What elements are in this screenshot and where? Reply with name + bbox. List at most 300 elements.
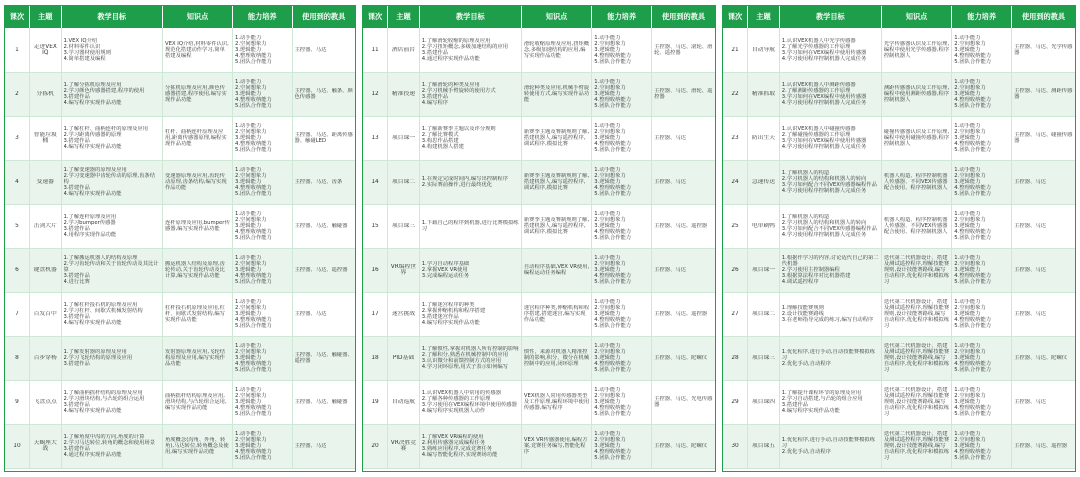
header-goals: 教学目标 xyxy=(779,6,881,28)
table-row xyxy=(5,28,355,72)
ability-training-text: 1.动手能力 2.空间想象力 3.逻辑能力 4.整理收纳能力 5.团队合作能力 xyxy=(235,167,272,197)
lesson-number-text: 6 xyxy=(15,267,19,273)
teaching-goals-text: 1.了解曲柄摇杆结构的原理及应用 2.学习滑块结构,与凸轮的组合运用 3.搭建作品 4.编写程序实现作品功能 xyxy=(63,390,145,414)
teaching-goals xyxy=(779,28,881,72)
table-row xyxy=(723,28,1075,72)
teaching-goals xyxy=(779,204,881,248)
knowledge-points xyxy=(881,160,951,204)
ability-training-text: 1.动手能力 2.空间想象力 3.逻辑能力 4.整理收纳能力 5.团队合作能力 xyxy=(235,211,272,241)
knowledge-points-text: 曲柄摇杆结构原理及应用,滑块结构,与凸轮组合运用,编写实现作品功能 xyxy=(165,393,227,411)
lesson-number-text: 30 xyxy=(731,443,739,449)
teaching-goals-text: 1.了解惯性,掌握对机器人所有控制的影响 2.了解积分,熟悉在机械控制中的应用 3.认识微分和前馈控制方式的应用 4.学习闭环原理,用式子表示如何编写 xyxy=(421,346,519,370)
ability-training-text: 1.动手能力 2.空间想象力 3.逻辑能力 4.整理收纳能力 5.团队合作能力 xyxy=(235,299,272,329)
ability-training xyxy=(952,292,1012,336)
knowledge-points xyxy=(881,336,951,380)
knowledge-points-text: 测距传感器认识及工作原理,编程中使用测距传感器,程序控制机器人 xyxy=(883,85,950,103)
ability-training xyxy=(592,336,652,380)
ability-training xyxy=(952,116,1012,160)
lesson-number-text: 25 xyxy=(731,223,739,229)
teaching-tools xyxy=(1012,380,1075,424)
header-goals: 教学目标 xyxy=(419,6,521,28)
table-row xyxy=(723,116,1075,160)
lesson-number-text: 28 xyxy=(731,355,739,361)
knowledge-points-text: VEX VR传感器使用,编程方案,竞赛任务编写,智能化程序 xyxy=(523,437,588,455)
teaching-goals xyxy=(61,116,163,160)
knowledge-points-text: 新赛季主题及赛制规则了解,搭建机器人,编写遥控程序,调试程序,模拟比赛 xyxy=(523,173,590,191)
header-lesson: 课次 xyxy=(723,6,748,28)
knowledge-points-text: 分拣机原理及应用,颜色传感器搭建,程序使用,编写实现作品功能 xyxy=(165,85,227,103)
teaching-goals-text: 1.学习自动程序基础 2.掌握VEX VR使用 3.完成编程运动任务 xyxy=(421,261,470,279)
lesson-number xyxy=(5,380,30,424)
table-row xyxy=(5,336,355,380)
lesson-number-text: 14 xyxy=(371,179,379,185)
ability-training-text: 1.动手能力 2.空间想象力 3.逻辑能力 4.整理收纳能力 5.团队合作能力 xyxy=(594,34,632,65)
knowledge-points xyxy=(881,380,951,424)
lesson-theme xyxy=(748,336,780,380)
ability-training-text: 1.动手能力 2.空间想象力 3.逻辑能力 4.整理收纳能力 5.团队合作能力 xyxy=(954,255,992,285)
knowledge-points-text: 变速器原理及应用,齿轮传动原理,齿条结构,编写实现作品功能 xyxy=(165,173,227,191)
teaching-goals xyxy=(779,380,881,424)
knowledge-points xyxy=(521,380,591,424)
teaching-goals-text: 1.了解机器人的构造 2.学习机器人的结构和机器人的转向 3.学习如何配合不同VEX传感器编程作品 4.学习使用程序控制机器人完成任务 xyxy=(781,170,877,194)
knowledge-points-text: 搬运机器人结构及原理,齿轮传动,关于齿轮传动及比计算,编写实现作品功能 xyxy=(165,261,225,279)
ability-training xyxy=(952,424,1012,468)
teaching-goals-text: 1.理解技能赛规则 2.设计技能赛路线 3.在老师指导完成的练习,编写自动程序 xyxy=(781,305,874,323)
lesson-number-text: 29 xyxy=(731,399,739,405)
teaching-goals xyxy=(779,336,881,380)
lesson-number xyxy=(363,204,388,248)
knowledge-points-text: 新赛季主题及赛制规则了解,搭建机器人,编写遥控程序,调试程序,模拟比赛 xyxy=(523,129,590,147)
lesson-number xyxy=(363,248,388,292)
knowledge-points xyxy=(521,248,591,292)
knowledge-points-text: 迷宫程序种类,伸缩机构和程序搭建,搭建迷宫,编写实现作品功能 xyxy=(523,305,590,323)
teaching-goals-text: 1.了解变速器的原理及应用 2.学习变速器中齿轮传动的原理,齿条结构 3.搭建作品 4.编写程序实现作品功能 xyxy=(63,167,155,197)
lesson-number xyxy=(5,424,30,468)
lesson-number-text: 1 xyxy=(15,46,19,53)
table-row xyxy=(363,160,715,204)
ability-training-text: 1.动手能力 2.空间想象力 3.逻辑能力 4.整理收纳能力 5.团队合作能力 xyxy=(235,79,272,109)
teaching-tools-text: 主控器、马达、陀螺仪 xyxy=(1014,355,1068,361)
ability-training xyxy=(952,248,1012,292)
lesson-theme xyxy=(748,28,780,72)
teaching-goals-text: 1.认识VEX机器人中常用的传感器 2.了解各种传感器的工作原理 3.学习使用在VEX编程环境中使用传感器 4.编写程序实现机器人动作 xyxy=(421,390,517,414)
knowledge-points-text: 杠杆投石机原理及应用,杠杆、间歇式发射结构,编写实现作品功能 xyxy=(165,305,225,323)
teaching-goals xyxy=(419,116,521,160)
lesson-number xyxy=(5,336,30,380)
header-goals: 教学目标 xyxy=(61,6,163,28)
header-knowledge: 知识点 xyxy=(521,6,591,28)
teaching-tools xyxy=(292,116,355,160)
table-row xyxy=(723,292,1075,336)
teaching-goals xyxy=(61,424,163,468)
teaching-tools-text: 主控器、马达、测距传感器 xyxy=(1014,88,1073,100)
teaching-goals-text: 1.了解搬运机器人的结构及原理 2.学习齿轮传动和关于齿轮传动及其比计算 3.搭建作品 4.进行比赛 xyxy=(63,255,159,285)
lesson-theme-text: 分拣机 xyxy=(36,91,54,97)
teaching-tools-text: 主控器、马达、遥控器 xyxy=(654,311,708,317)
teaching-goals xyxy=(419,204,521,248)
lesson-theme-text: 项目课三 xyxy=(751,355,776,361)
ability-training xyxy=(592,424,652,468)
ability-training-text: 1.动手能力 2.空间想象力 3.逻辑能力 4.整理收纳能力 5.团队合作能力 xyxy=(235,34,272,65)
lesson-theme xyxy=(30,28,62,72)
teaching-tools xyxy=(652,160,715,204)
ability-training xyxy=(592,248,652,292)
knowledge-points-text: 新赛季主题及赛制规则了解,搭建机器人,编写遥控程序,调试程序,模拟比赛 xyxy=(523,217,590,235)
teaching-tools xyxy=(292,204,355,248)
lesson-number xyxy=(723,424,748,468)
table-row xyxy=(363,72,715,116)
table-row xyxy=(363,28,715,72)
header-tools: 使用到的教具 xyxy=(1012,6,1075,28)
header-lesson: 课次 xyxy=(363,6,388,28)
teaching-goals xyxy=(61,292,163,336)
teaching-tools xyxy=(652,204,715,248)
teaching-goals xyxy=(779,72,881,116)
knowledge-points-text: 光学传感器认识及工作原理,编程中使用光学传感器,程序控制机器人 xyxy=(883,40,950,59)
knowledge-points xyxy=(163,380,233,424)
ability-training xyxy=(233,292,293,336)
lesson-number-text: 26 xyxy=(731,267,739,273)
lesson-number xyxy=(5,204,30,248)
lesson-number xyxy=(723,28,748,72)
lesson-number-text: 13 xyxy=(371,135,379,141)
course-table xyxy=(363,6,715,469)
ability-training-text: 1.动手能力 2.空间想象力 3.逻辑能力 4.整理收纳能力 5.团队合作能力 xyxy=(954,34,992,65)
knowledge-points-text: 机器人构造、程序控制机器人传感器、不同VEX传感器配合使用、程序控制机器人 xyxy=(883,173,948,191)
header-row xyxy=(723,6,1075,28)
lesson-theme xyxy=(388,424,420,468)
teaching-goals-text: 1.了解滑轮收缩的原理及应用 2.学习扭矩概念,多级加速结构的应用 3.搭建作品 4.通过程序实现作品功能 xyxy=(421,37,508,62)
ability-training-text: 1.动手能力 2.空间想象力 3.逻辑能力 4.整理收纳能力 5.团队合作能力 xyxy=(235,343,272,373)
teaching-tools-text: 主控器、马达、距离传感器、触碰LED xyxy=(294,132,353,144)
lesson-number xyxy=(363,292,388,336)
teaching-tools-text: 主控器、马达、遥控器 xyxy=(1014,443,1068,449)
knowledge-points-text: 滑轮收缩原理及应用,扭矩概念,多级加速结构的应用,编写实现作品功能 xyxy=(523,40,590,59)
ability-training-text: 1.动手能力 2.空间想象力 3.逻辑能力 4.整理收纳能力 5.团队合作能力 xyxy=(594,123,632,153)
teaching-goals-text: 1.下载自己的程序到机器,进行比赛模拟练习 xyxy=(421,220,519,232)
ability-training-text: 1.动手能力 2.空间想象力 3.逻辑能力 4.整理收纳能力 5.团队合作能力 xyxy=(235,431,272,461)
knowledge-points xyxy=(881,72,951,116)
teaching-tools xyxy=(292,248,355,292)
table-row xyxy=(363,336,715,380)
header-lesson: 课次 xyxy=(5,6,30,28)
lesson-theme-text: 自动巡航 xyxy=(391,399,416,405)
teaching-goals xyxy=(419,248,521,292)
lesson-number xyxy=(363,160,388,204)
lesson-theme-text: 项目课二 xyxy=(751,311,776,317)
teaching-goals xyxy=(419,380,521,424)
teaching-tools xyxy=(652,292,715,336)
course-table xyxy=(723,6,1075,469)
ability-training xyxy=(592,204,652,248)
teaching-tools xyxy=(292,380,355,424)
ability-training xyxy=(592,380,652,424)
header-ability: 能力培养 xyxy=(952,6,1012,28)
lesson-number-text: 2 xyxy=(15,91,19,97)
teaching-tools xyxy=(1012,160,1075,204)
teaching-tools xyxy=(1012,72,1075,116)
teaching-goals xyxy=(779,424,881,468)
lesson-theme xyxy=(748,424,780,468)
ability-training xyxy=(952,380,1012,424)
header-ability: 能力培养 xyxy=(592,6,652,28)
lesson-number xyxy=(723,248,748,292)
lesson-theme-text: 项目课四 xyxy=(751,399,776,405)
lesson-number-text: 16 xyxy=(371,267,379,273)
lesson-theme-text: PID基础 xyxy=(392,355,415,361)
lesson-theme xyxy=(388,336,420,380)
lesson-number-text: 15 xyxy=(371,223,379,229)
header-tools: 使用到的教具 xyxy=(292,6,355,28)
lesson-number-text: 7 xyxy=(15,311,19,317)
lesson-number-text: 18 xyxy=(371,355,379,361)
lesson-number xyxy=(723,336,748,380)
teaching-tools xyxy=(292,424,355,468)
teaching-tools-text: 主控器、马达 xyxy=(294,311,327,317)
lesson-theme-text: 项目课一 xyxy=(391,135,416,141)
knowledge-points-text: 迭代第二代机器设计、搭建及测试遥控程序,理解技能赛规则,设计技能赛路线,编写自动程序,优化程序和模拟练习 xyxy=(883,255,950,285)
lesson-theme xyxy=(388,292,420,336)
teaching-tools-text: 主控器、马达 xyxy=(654,179,686,185)
ability-training xyxy=(233,336,293,380)
lesson-number xyxy=(5,160,30,204)
lesson-number xyxy=(723,204,748,248)
teaching-tools xyxy=(652,424,715,468)
knowledge-points xyxy=(521,160,591,204)
ability-training-text: 1.动手能力 2.空间想象力 3.逻辑能力 4.整理收纳能力 5.团队合作能力 xyxy=(954,123,992,153)
teaching-goals xyxy=(61,380,163,424)
lesson-number-text: 23 xyxy=(731,135,739,141)
table-row xyxy=(5,160,355,204)
lesson-number-text: 17 xyxy=(371,311,379,317)
lesson-theme-text: 键盘机器 xyxy=(33,267,57,273)
header-knowledge: 知识点 xyxy=(163,6,233,28)
ability-training xyxy=(233,424,293,468)
knowledge-points-text: 碰撞传感器认识及工作原理,编程中使用碰撞传感器,程序控制机器人 xyxy=(883,129,950,147)
knowledge-points xyxy=(881,116,951,160)
table-row xyxy=(5,380,355,424)
lesson-number-text: 5 xyxy=(15,223,19,229)
knowledge-points xyxy=(521,28,591,72)
lesson-theme xyxy=(30,116,62,160)
table-row xyxy=(5,424,355,468)
teaching-goals-text: 1.了解连杆原理及应用 2.学习bumper传感器 3.搭建作品 4.用程序实现作品功能 xyxy=(63,214,117,238)
lesson-theme-text: 迷宫挑战 xyxy=(391,311,416,317)
header-row xyxy=(5,6,355,28)
teaching-goals-text: 1.了解滑轮的种类及应用 2.学习机械手臂旋转的使用方式 3.搭建作品 4.编写程序 xyxy=(421,82,496,106)
table-row xyxy=(723,248,1075,292)
lesson-number-text: 10 xyxy=(13,443,21,449)
lesson-number xyxy=(363,72,388,116)
knowledge-points-text: 迭代第二代机器设计、搭建及测试遥控程序,理解技能赛规则,设计技能赛路线,编写自动程序,优化程序和模拟练习 xyxy=(883,431,950,461)
lesson-number xyxy=(5,116,30,160)
knowledge-points-text: 惯性、来源对机器人精准控制的影响,积分、微分在机械控制中的应用,闭环原理 xyxy=(523,349,590,367)
teaching-tools-text: 主控器、马达 xyxy=(1014,267,1046,273)
lesson-theme xyxy=(748,292,780,336)
lesson-theme-text: 走进VEX IQ xyxy=(33,43,57,56)
table-row xyxy=(363,292,715,336)
header-knowledge: 知识点 xyxy=(881,6,951,28)
teaching-goals-text: 1.在规定完成时间内,编写出控制程序 2.实际赛前操作,进行最终优化 xyxy=(421,176,508,188)
table-row xyxy=(363,204,715,248)
teaching-goals xyxy=(61,28,163,72)
ability-training-text: 1.动手能力 2.空间想象力 3.逻辑能力 4.整理收纳能力 5.团队合作能力 xyxy=(954,79,992,109)
knowledge-points xyxy=(881,204,951,248)
lesson-theme-text: 项目课一 xyxy=(751,267,776,273)
lesson-theme-text: 防出生天 xyxy=(751,135,776,141)
teaching-tools-text: 主控器、马达、碰撞传感器 xyxy=(1014,132,1073,144)
knowledge-points xyxy=(521,204,591,248)
knowledge-points xyxy=(163,204,233,248)
teaching-goals-text: 1.VEX IQ介绍 2.材料零件认识 3.学习器材使用规则 4.简单搭建及编程 xyxy=(63,37,111,62)
teaching-goals xyxy=(419,160,521,204)
ability-training-text: 1.动手能力 2.空间想象力 3.逻辑能力 4.整理收纳能力 5.团队合作能力 xyxy=(954,211,992,241)
teaching-goals xyxy=(61,248,163,292)
teaching-tools-text: 主控器、马达、陀螺仪 xyxy=(654,355,708,361)
teaching-tools xyxy=(652,116,715,160)
teaching-goals xyxy=(419,72,521,116)
teaching-tools xyxy=(652,248,715,292)
table-row xyxy=(5,204,355,248)
lesson-number xyxy=(5,72,30,116)
ability-training-text: 1.动手能力 2.空间想象力 3.逻辑能力 4.整理收纳能力 5.团队合作能力 xyxy=(594,387,632,417)
lesson-theme xyxy=(30,292,62,336)
knowledge-points xyxy=(881,292,951,336)
ability-training xyxy=(233,160,293,204)
header-row xyxy=(363,6,715,28)
lesson-theme xyxy=(30,380,62,424)
knowledge-points xyxy=(521,292,591,336)
header-theme: 主题 xyxy=(748,6,780,28)
ability-training-text: 1.动手能力 2.空间想象力 3.逻辑能力 4.整理收纳能力 5.团队合作能力 xyxy=(235,387,272,417)
teaching-tools-text: 主控器、马达 xyxy=(654,267,686,273)
lesson-number xyxy=(363,380,388,424)
knowledge-points xyxy=(163,160,233,204)
teaching-tools-text: 主控器、马达、触碰器 xyxy=(294,399,348,405)
table-row xyxy=(5,72,355,116)
lesson-number xyxy=(363,116,388,160)
ability-training xyxy=(952,72,1012,116)
lesson-theme-text: 精准投递 xyxy=(391,91,416,97)
lesson-theme xyxy=(30,336,62,380)
knowledge-points-text: VEX机器人常用传感器类型及工作原理,编程环境中使用传感器,编写程序 xyxy=(523,393,590,411)
teaching-tools xyxy=(1012,292,1075,336)
lesson-theme xyxy=(30,424,62,468)
ability-training-text: 1.动手能力 2.空间想象力 3.逻辑能力 4.整理收纳能力 5.团队合作能力 xyxy=(594,79,632,109)
ability-training-text: 1.动手能力 2.空间想象力 3.逻辑能力 4.整理收纳能力 5.团队合作能力 xyxy=(235,123,272,153)
ability-training xyxy=(592,292,652,336)
teaching-tools-text: 主控器、马达 xyxy=(1014,223,1046,229)
lesson-number-text: 20 xyxy=(371,443,379,449)
knowledge-points xyxy=(163,336,233,380)
teaching-tools xyxy=(1012,424,1075,468)
lesson-number-text: 27 xyxy=(731,311,739,317)
teaching-goals-text: 1.根据作学习的内容,讨论适代自己的第二代机器 2.学习使用主控制器编程 3.根据算法程序对比机器搭建 4.调试遥控程序 xyxy=(781,255,879,285)
knowledge-points-text: 连杆原理及应用,bumper传感器,编写实现作品功能 xyxy=(165,220,230,232)
ability-training xyxy=(233,116,293,160)
ability-training-text: 1.动手能力 2.空间想象力 3.逻辑能力 4.整理收纳能力 5.团队合作能力 xyxy=(594,211,632,241)
ability-training xyxy=(233,204,293,248)
teaching-tools xyxy=(292,160,355,204)
teaching-tools xyxy=(1012,28,1075,72)
lesson-number xyxy=(5,28,30,72)
lesson-theme xyxy=(388,380,420,424)
ability-training xyxy=(233,248,293,292)
lesson-number-text: 9 xyxy=(15,399,19,405)
lesson-number-text: 21 xyxy=(731,46,739,53)
teaching-goals xyxy=(419,292,521,336)
lesson-number xyxy=(363,28,388,72)
teaching-goals-text: 1.了解提升课程环节的原理及应用 2.学习自动搭建,与凸轮的组合应用 3.搭建作品 4.编写程序实现作品功能 xyxy=(781,390,863,414)
teaching-goals xyxy=(779,292,881,336)
teaching-goals-text: 1.认识VEX机器人中碰撞传感器 2.了解碰撞传感器的工作原理 3.学习如何在VEX编程中使用传感器 4.学习使用程序控制机器人完成任务 xyxy=(781,126,867,150)
ability-training xyxy=(592,160,652,204)
table-row xyxy=(363,248,715,292)
teaching-tools xyxy=(652,380,715,424)
knowledge-points xyxy=(521,336,591,380)
lesson-theme-text: 项目课二 xyxy=(391,179,416,185)
teaching-goals-text: 1.了解迷宫程序的种类 2.掌握伸缩机构和程序搭建 3.搭建迷宫作品 4.编写程序实现作品功能 xyxy=(421,302,486,326)
header-tools: 使用到的教具 xyxy=(652,6,715,28)
lesson-theme-text: 击剑大片 xyxy=(33,223,57,229)
lesson-theme-text: VR编程世界 xyxy=(390,264,417,276)
teaching-tools xyxy=(1012,116,1075,160)
lesson-number-text: 3 xyxy=(15,135,19,141)
ability-training xyxy=(592,116,652,160)
teaching-goals-text: 1.了解VEX VR编程的使用 2.利用传感器完成编程任务 3.熟练应用程序,完成竞赛任务 4.编写智能化程序,实现赛场功能 xyxy=(421,434,498,458)
teaching-goals xyxy=(61,72,163,116)
knowledge-points xyxy=(163,424,233,468)
knowledge-points xyxy=(881,424,951,468)
lesson-theme-text: 酒店前台 xyxy=(391,46,416,53)
teaching-tools xyxy=(292,292,355,336)
teaching-tools-text: 主控器、马达、遥控器 xyxy=(294,267,348,273)
lesson-number xyxy=(363,424,388,468)
teaching-tools-text: 主控器、马达 xyxy=(294,443,327,449)
lesson-theme xyxy=(388,28,420,72)
lesson-number-text: 12 xyxy=(371,91,379,97)
teaching-goals xyxy=(779,160,881,204)
teaching-goals-text: 1.认识VEX机器人中测距传感器 2.了解测距传感器的工作原理 3.学习如何在VEX编程中使用传感器 4.学习使用程序控制机器人完成任务 xyxy=(781,82,867,106)
ability-training-text: 1.动手能力 2.空间想象力 3.逻辑能力 4.整理收纳能力 5.团队合作能力 xyxy=(954,299,992,329)
lesson-theme-text: VR决胜竞赛 xyxy=(390,440,417,452)
knowledge-points xyxy=(163,248,233,292)
knowledge-points xyxy=(881,248,951,292)
header-theme: 主题 xyxy=(388,6,420,28)
teaching-tools-text: 主控器、马达 xyxy=(1014,399,1046,405)
knowledge-points xyxy=(163,116,233,160)
ability-training-text: 1.动手能力 2.空间想象力 3.逻辑能力 4.整理收纳能力 5.团队合作能力 xyxy=(594,255,632,285)
ability-training xyxy=(952,160,1012,204)
ability-training xyxy=(952,336,1012,380)
teaching-tools-text: 主控器、马达、陀螺仪 xyxy=(654,443,708,449)
lesson-number-text: 8 xyxy=(15,355,19,361)
teaching-tools-text: 主控器、马达 xyxy=(1014,311,1046,317)
knowledge-points xyxy=(521,116,591,160)
ability-training xyxy=(952,28,1012,72)
ability-training xyxy=(233,72,293,116)
teaching-goals-text: 1.优化程序,进行手动,自动技能赛模拟练习 2.优化手动,自动程序 xyxy=(781,437,875,455)
knowledge-points-text: 迭代第二代机器设计、搭建及测试遥控程序,理解技能赛规则,设计技能赛路线,编写自动程序,优化程序和模拟练习 xyxy=(883,343,950,373)
lesson-theme xyxy=(30,204,62,248)
ability-training-text: 1.动手能力 2.空间想象力 3.逻辑能力 4.整理收纳能力 5.团队合作能力 xyxy=(594,299,632,329)
teaching-tools-text: 主控器、马达、遥控器 xyxy=(654,223,708,229)
knowledge-points-text: 角度概念(沟角、外角、转角),马达转位,转角概念及使用,编写实现作品功能 xyxy=(165,437,229,455)
teaching-goals-text: 1.了解新赛季主题以及评分规则 2.了解比赛模式 3.构思作品搭建 4.构建机器人搭建 xyxy=(421,126,496,150)
course-table-lessons-1-10 xyxy=(4,5,356,472)
teaching-tools-text: 主控器、马达 xyxy=(1014,179,1046,185)
table-row xyxy=(5,248,355,292)
